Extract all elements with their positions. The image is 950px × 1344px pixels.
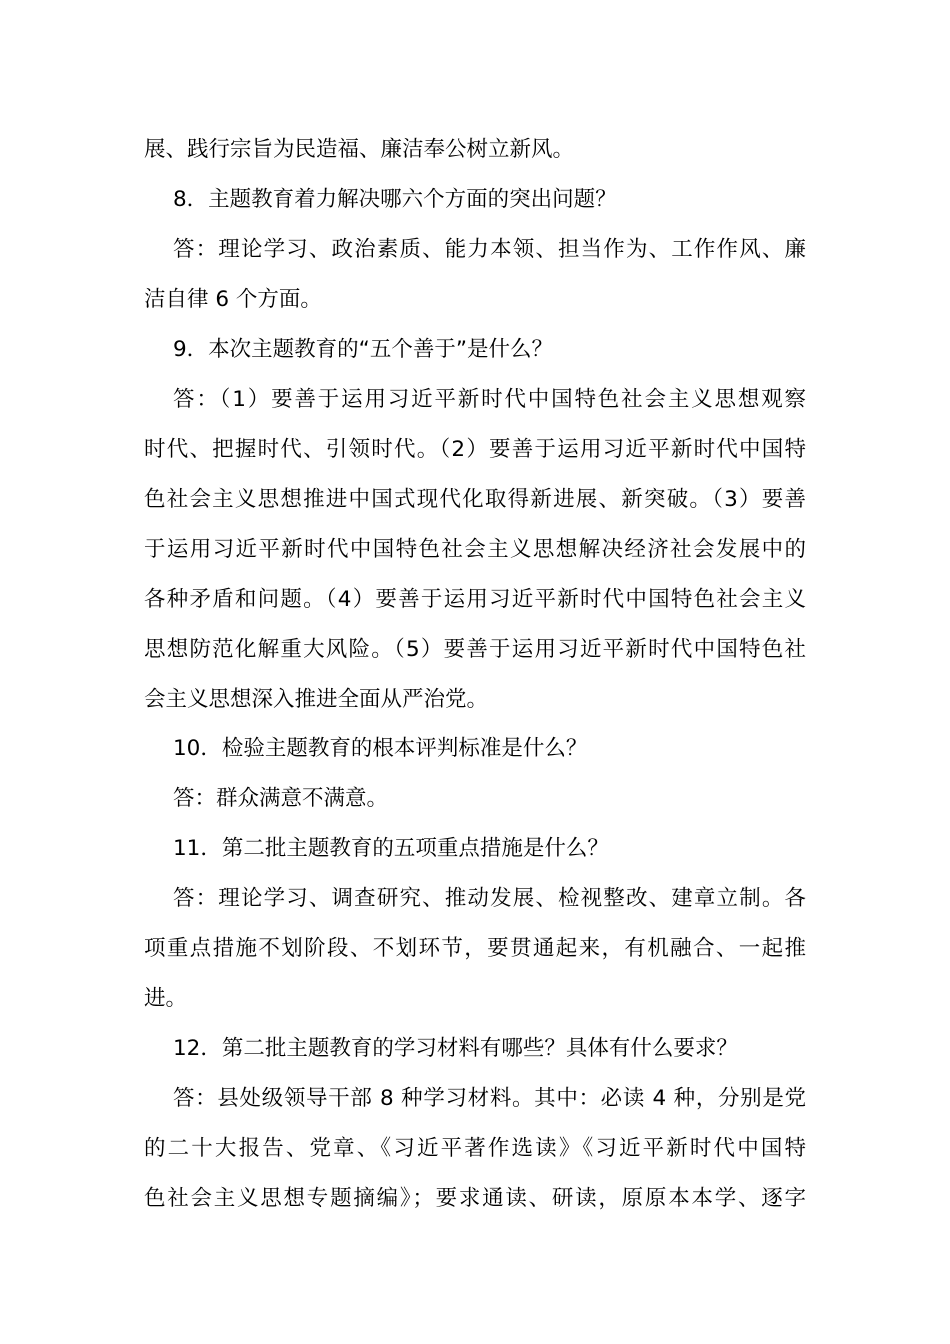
answer-9-line-3: 色社会主义思想推进中国式现代化取得新进展、新突破。（3）要善 <box>144 487 806 512</box>
answer-12-line-1: 答：县处级领导干部 8 种学习材料。其中：必读 4 种，分别是党 <box>173 1086 806 1111</box>
answer-10: 答：群众满意不满意。 <box>173 786 389 811</box>
paragraph-continuation-line: 展、践行宗旨为民造福、廉洁奉公树立新风。 <box>144 137 575 162</box>
question-9: 9．本次主题教育的“五个善于”是什么？ <box>173 337 553 362</box>
answer-11-line-1: 答：理论学习、调查研究、推动发展、检视整改、建章立制。各 <box>173 886 806 911</box>
answer-9-line-7: 会主义思想深入推进全面从严治党。 <box>144 687 489 712</box>
question-8: 8．主题教育着力解决哪六个方面的突出问题？ <box>173 187 617 212</box>
question-10: 10．检验主题教育的根本评判标准是什么？ <box>173 736 588 761</box>
answer-12-line-2: 的二十大报告、党章、《习近平著作选读》《习近平新时代中国特 <box>144 1136 806 1161</box>
question-12: 12．第二批主题教育的学习材料有哪些？具体有什么要求？ <box>173 1036 738 1061</box>
answer-9-line-6: 思想防范化解重大风险。（5）要善于运用习近平新时代中国特色社 <box>144 637 806 662</box>
answer-9-line-1: 答：（1）要善于运用习近平新时代中国特色社会主义思想观察 <box>173 387 806 412</box>
answer-12-line-3: 色社会主义思想专题摘编》；要求通读、研读，原原本本学、逐字 <box>144 1186 806 1211</box>
answer-11-line-2: 项重点措施不划阶段、不划环节，要贯通起来，有机融合、一起推 <box>144 936 806 961</box>
answer-8-line-2: 洁自律 6 个方面。 <box>144 287 322 312</box>
answer-9-line-4: 于运用习近平新时代中国特色社会主义思想解决经济社会发展中的 <box>144 537 806 562</box>
answer-11-line-3: 进。 <box>144 986 188 1011</box>
question-11: 11．第二批主题教育的五项重点措施是什么？ <box>173 836 609 861</box>
answer-9-line-2: 时代、把握时代、引领时代。（2）要善于运用习近平新时代中国特 <box>144 437 806 462</box>
answer-9-line-5: 各种矛盾和问题。（4）要善于运用习近平新时代中国特色社会主义 <box>144 587 806 612</box>
answer-8-line-1: 答：理论学习、政治素质、能力本领、担当作为、工作作风、廉 <box>173 237 806 262</box>
